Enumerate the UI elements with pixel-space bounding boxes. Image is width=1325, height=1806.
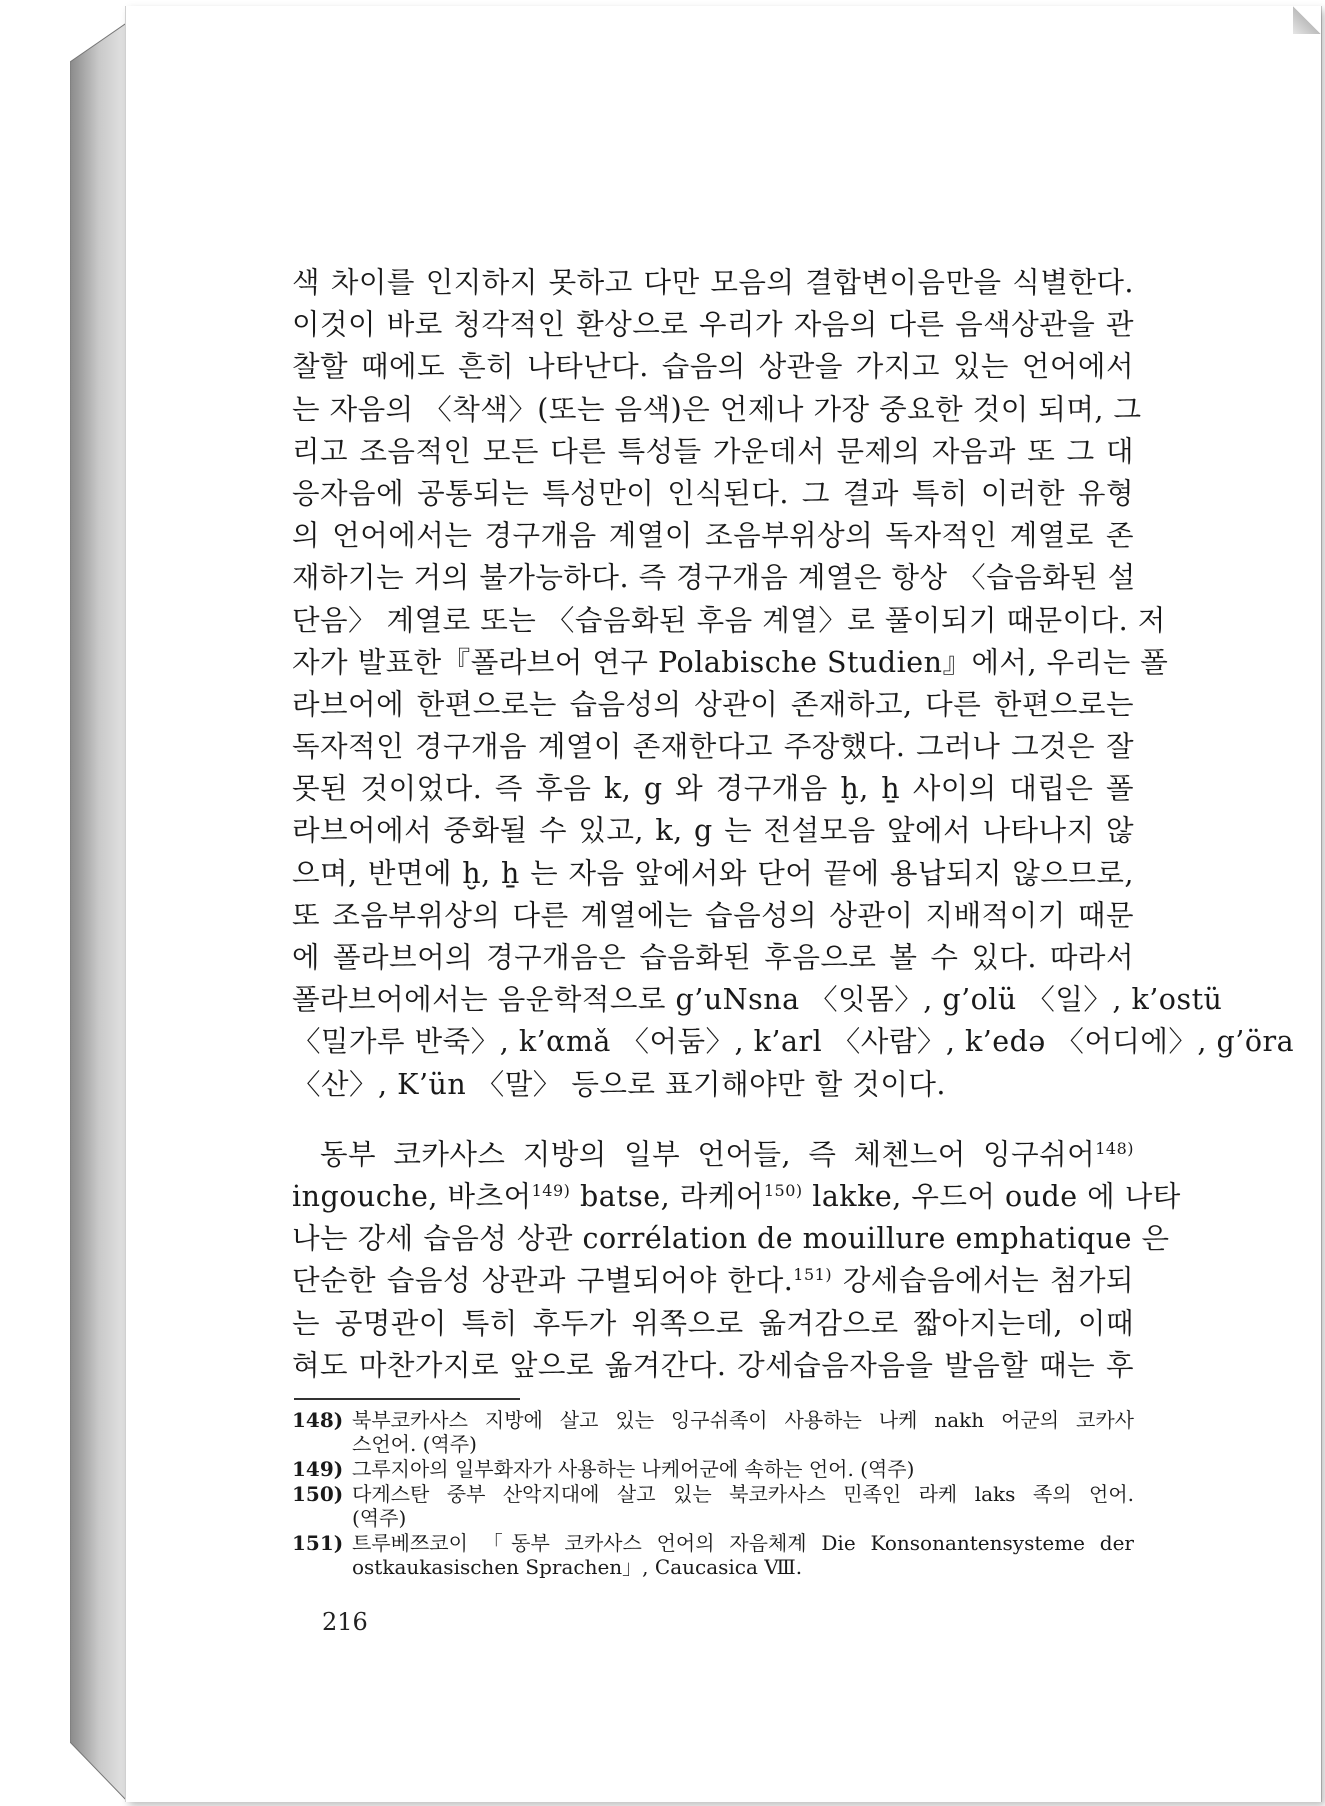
para2-text: 동부 코카사스 지방의 일부 언어들, 즉 체첸느어 잉구쉬어	[320, 1137, 1096, 1171]
body-line: 의 언어에서는 경구개음 계열이 조음부위상의 독자적인 계열로 존	[292, 519, 1134, 553]
para2-text: 강세습음에서는 첨가되	[832, 1264, 1135, 1298]
body-line: 라브어에서 중화될 수 있고, k, g 는 전설모음 앞에서 나타나지 않	[292, 814, 1134, 848]
footnote-text	[352, 1531, 1134, 1579]
body-line: 자가 발표한『폴라브어 연구 Polabische Studien』에서, 우리는 폴	[292, 645, 1169, 679]
body-line: 에 폴라브어의 경구개음은 습음화된 후음으로 볼 수 있다. 따라서	[292, 941, 1134, 974]
body-line: 라브어에 한편으로는 습음성의 상관이 존재하고, 다른 한편으로는	[292, 687, 1134, 721]
body-line: 재하기는 거의 불가능하다. 즉 경구개음 계열은 항상 〈습음화된 설	[292, 561, 1136, 595]
footnote-text	[352, 1457, 1134, 1481]
footnote-line: (역주)	[352, 1506, 407, 1530]
body-line: 이것이 바로 청각적인 환상으로 우리가 자음의 다른 음색상관을 관	[292, 308, 1134, 342]
para2-line	[292, 1260, 1134, 1302]
footnote-rule	[294, 1398, 520, 1400]
body-line: 못된 것이었다. 즉 후음 k, g 와 경구개음 ḫ, ẖ 사이의 대립은 폴	[292, 772, 1134, 806]
spine-shape	[70, 22, 130, 1802]
body-line: 는 자음의 〈착색〉(또는 음색)은 언제나 가장 중요한 것이 되며, 그	[292, 392, 1142, 426]
para2-text: 단순한 습음성 상관과 구별되어야 한다.	[292, 1264, 794, 1298]
footnote-line: 트루베쯔코이 「동부 코카사스 언어의 자음체계 Die Konsonantensysteme der	[352, 1531, 1134, 1555]
para2-line: 는 공명관이 특히 후두가 위쪽으로 옮겨감으로 짧아지는데, 이때	[292, 1306, 1134, 1340]
body-text	[292, 262, 1295, 1387]
body-line: 폴라브어에서는 음운학적으로 g’uNsna 〈잇몸〉, g’olü 〈일〉, k’ostü	[292, 983, 1223, 1017]
page-number: 216	[322, 1608, 368, 1636]
footnote-ref-148: 148)	[1095, 1138, 1134, 1158]
footnote-text	[352, 1408, 1134, 1456]
body-line: 〈밀가루 반죽〉, k’αmǎ 〈어둠〉, k’arl 〈사람〉, k’edə 〈어디에〉, g’öra	[292, 1025, 1295, 1059]
para2-text: batse, 라케어	[570, 1179, 764, 1213]
footnote-number: 148)	[292, 1408, 344, 1432]
para2-text: lakke, 우드어 oude 에 나타	[802, 1179, 1181, 1213]
footnotes	[292, 1408, 1134, 1580]
body-line: 또 조음부위상의 다른 계열에는 습음성의 상관이 지배적이기 때문	[292, 898, 1134, 932]
footnote-line: ostkaukasischen Sprachen」, Caucasica Ⅷ.	[352, 1555, 803, 1579]
footnote-number: 149)	[292, 1457, 344, 1481]
footnote-text	[352, 1482, 1134, 1530]
footnote-line: 북부코카사스 지방에 살고 있는 잉구쉬족이 사용하는 나케 nakh 어군의 코카사	[352, 1408, 1134, 1432]
para2-line: 나는 강세 습음성 상관 corrélation de mouillure emphatique 은	[292, 1222, 1170, 1256]
footnote	[292, 1531, 1134, 1579]
footnote	[292, 1457, 1134, 1481]
body-line: 으며, 반면에 ḫ, ẖ 는 자음 앞에서와 단어 끝에 용납되지 않으므로,	[292, 856, 1134, 890]
paragraph-gap	[292, 1106, 1134, 1134]
footnote-number: 151)	[292, 1531, 344, 1555]
footnote	[292, 1408, 1134, 1456]
footnote-line: 그루지아의 일부화자가 사용하는 나케어군에 속하는 언어. (역주)	[352, 1457, 915, 1481]
para2-line: 혀도 마찬가지로 앞으로 옮겨간다. 강세습음자음을 발음할 때는 후	[292, 1348, 1134, 1382]
body-line: 단음〉 계열로 또는 〈습음화된 후음 계열〉로 풀이되기 때문이다. 저	[292, 603, 1166, 637]
footnote	[292, 1482, 1134, 1530]
body-line: 응자음에 공통되는 특성만이 인식된다. 그 결과 특히 이러한 유형	[292, 476, 1134, 510]
footnote-line: 다게스탄 중부 산악지대에 살고 있는 북코카사스 민족인 라케 laks 족의 언어.	[352, 1482, 1134, 1506]
body-line: 〈산〉, K’ün 〈말〉 등으로 표기해야만 할 것이다.	[292, 1067, 946, 1101]
body-line: 독자적인 경구개음 계열이 존재한다고 주장했다. 그러나 그것은 잘	[292, 730, 1134, 764]
footnote-ref-151: 151)	[793, 1265, 833, 1285]
para2-line	[292, 1134, 1134, 1176]
footnote-ref-150: 150)	[763, 1180, 803, 1200]
para2-text: ingouche, 바츠어	[292, 1179, 532, 1213]
footnote-line: 스언어. (역주)	[352, 1432, 477, 1456]
body-line: 찰할 때에도 흔히 나타난다. 습음의 상관을 가지고 있는 언어에서	[292, 350, 1134, 384]
page-corner-fold	[1293, 6, 1321, 34]
para2-line	[292, 1176, 1181, 1218]
body-line: 리고 조음적인 모든 다른 특성들 가운데서 문제의 자음과 또 그 대	[292, 434, 1134, 468]
footnote-number: 150)	[292, 1482, 344, 1506]
book-spine	[70, 22, 130, 1802]
body-line: 색 차이를 인지하지 못하고 다만 모음의 결합변이음만을 식별한다.	[292, 266, 1134, 299]
footnote-ref-149: 149)	[531, 1180, 571, 1200]
